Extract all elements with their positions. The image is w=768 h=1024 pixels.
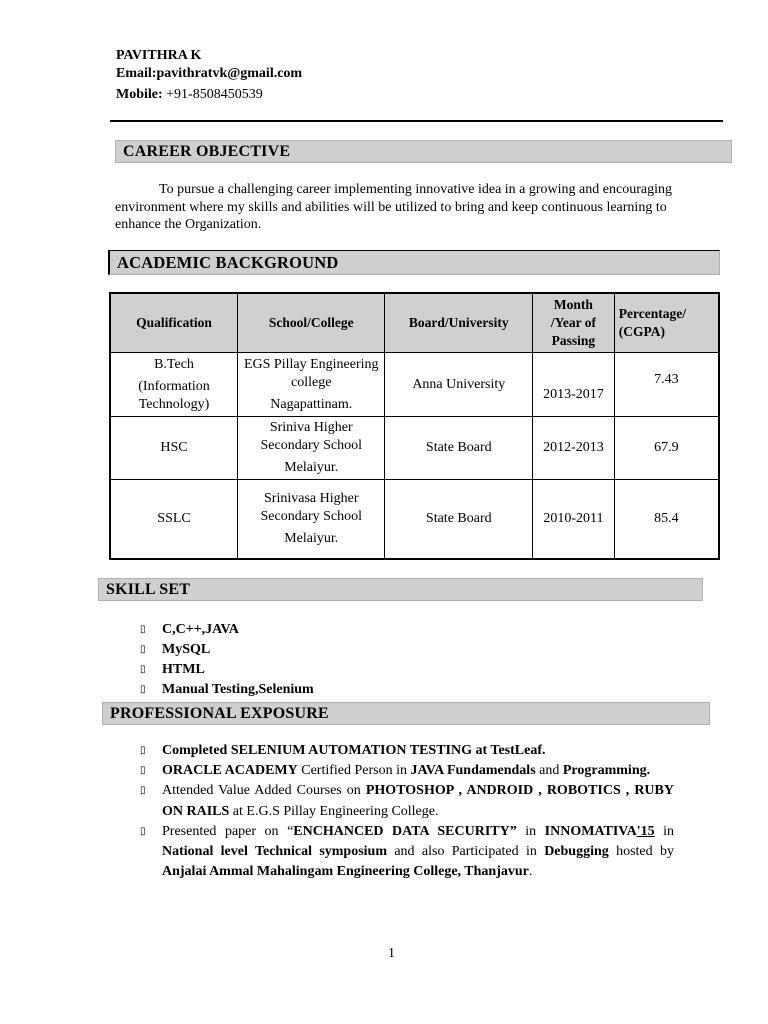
skill-label: C,C++,JAVA [162,622,239,637]
list-item [140,781,674,821]
exposure-plain: hosted by [608,844,674,860]
career-line-3: enhance the Organization. [115,217,262,232]
school-name: EGS Pillay Engineering college [243,356,379,390]
board-cell: State Board [385,480,533,559]
exposure-bold: Debugging [544,844,609,860]
school-place: Melaiyur. [284,530,339,546]
qualification-cell: SSLC [110,480,238,559]
mobile-line [116,85,263,105]
exposure-bold: National level Technical symposium [162,844,388,860]
school-cell [238,353,385,417]
bullet-icon: ▯ [140,664,146,675]
list-item [140,741,674,761]
mobile-label: Mobile: [116,87,163,102]
exposure-plain: in [516,823,545,839]
mobile-value: +91-8508450539 [162,87,263,102]
page-number: 1 [388,946,395,961]
exposure-text [162,761,674,781]
qualification-detail: (Information Technology) [138,378,210,412]
col-qualification: Qualification [110,293,238,353]
email-label: Email: [116,66,157,81]
table-header-row [110,293,719,353]
percentage-cell: 85.4 [614,480,719,559]
qualification-cell: HSC [110,417,238,480]
list-item [140,640,314,660]
exposure-bold: JAVA Fundamendals [410,763,536,779]
school-cell [238,417,385,480]
exposure-bold: ENCHANCED DATA SECURITY” [293,823,517,839]
career-line-1: To pursue a challenging career implementing innovative idea in a growing and encouraging [159,182,672,197]
bullet-icon: ▯ [140,684,146,695]
exposure-text [162,781,674,821]
year-cell: 2010-2011 [533,480,615,559]
bullet-icon: ▯ [140,765,146,777]
table-row [110,417,719,480]
exposure-bold: Programming. [562,763,651,779]
exposure-plain: at E.G.S Pillay Engineering College. [229,803,439,819]
bullet-icon: ▯ [140,644,146,655]
academic-background-heading: ACADEMIC BACKGROUND [108,250,720,275]
school-name: Srinivasa Higher Secondary School [260,490,362,524]
list-item [140,660,314,680]
skill-list [140,620,314,700]
exposure-bold: ORACLE ACADEMY [162,763,298,779]
career-objective-text [115,181,732,234]
col-year: Month /Year of Passing [533,293,615,353]
qualification-cell [110,353,238,417]
skill-set-heading: SKILL SET [98,578,703,601]
bullet-icon: ▯ [140,825,146,837]
exposure-plain: and [535,763,563,779]
career-objective-heading: CAREER OBJECTIVE [115,140,732,163]
exposure-plain: in [654,823,675,839]
header-divider [110,120,723,122]
skill-label: MySQL [162,642,211,657]
qualification-name: B.Tech [154,356,194,372]
school-cell [238,480,385,559]
col-school: School/College [238,293,385,353]
table-row [110,480,719,559]
exposure-plain: Certified Person in [297,763,411,779]
col-percentage: Percentage/ (CGPA) [614,293,719,353]
bullet-icon: ▯ [140,745,146,756]
list-item [140,822,674,883]
exposure-text [162,822,674,883]
list-item [140,620,314,640]
exposure-plain: Presented paper on “ [162,823,294,839]
board-cell: State Board [385,417,533,480]
career-line-2: environment where my skills and abilities will be utilized to bring and keep continuous learning to [115,199,667,215]
exposure-bold: Anjalai Ammal Mahalingam Engineering College, Thanjavur [162,864,529,880]
exposure-plain: and also Participated in [387,844,545,860]
skill-label: Manual Testing,Selenium [162,682,314,697]
school-name: Sriniva Higher Secondary School [260,420,362,453]
exposure-list [140,741,674,882]
exposure-bold: PHOTOSHOP , ANDROID , ROBOTICS , RUBY ON RAILS [162,783,674,819]
bullet-icon: ▯ [140,624,146,635]
percentage-cell: 7.43 [614,353,719,417]
exposure-bold: '15 [636,823,655,839]
year-cell: 2013-2017 [533,353,615,417]
bullet-icon: ▯ [140,785,146,797]
professional-exposure-heading: PROFESSIONAL EXPOSURE [102,702,710,725]
exposure-plain: Attended Value Added Courses on [162,783,366,799]
percentage-cell: 67.9 [614,417,719,480]
exposure-text: Completed SELENIUM AUTOMATION TESTING at TestLeaf. [162,743,546,758]
email-value: pavithratvk@gmail.com [156,66,303,81]
candidate-name: PAVITHRA K [116,48,202,63]
col-board: Board/University [385,293,533,353]
academic-table [109,292,720,560]
table-row [110,353,719,417]
skill-label: HTML [162,662,205,677]
email-line [116,64,302,84]
board-cell: Anna University [385,353,533,417]
list-item [140,761,674,781]
year-cell: 2012-2013 [533,417,615,480]
exposure-bold: INNOMATIVA [544,823,637,839]
list-item [140,680,314,700]
school-place: Melaiyur. [284,460,339,475]
school-place: Nagapattinam. [270,396,353,412]
exposure-plain: . [528,864,533,880]
